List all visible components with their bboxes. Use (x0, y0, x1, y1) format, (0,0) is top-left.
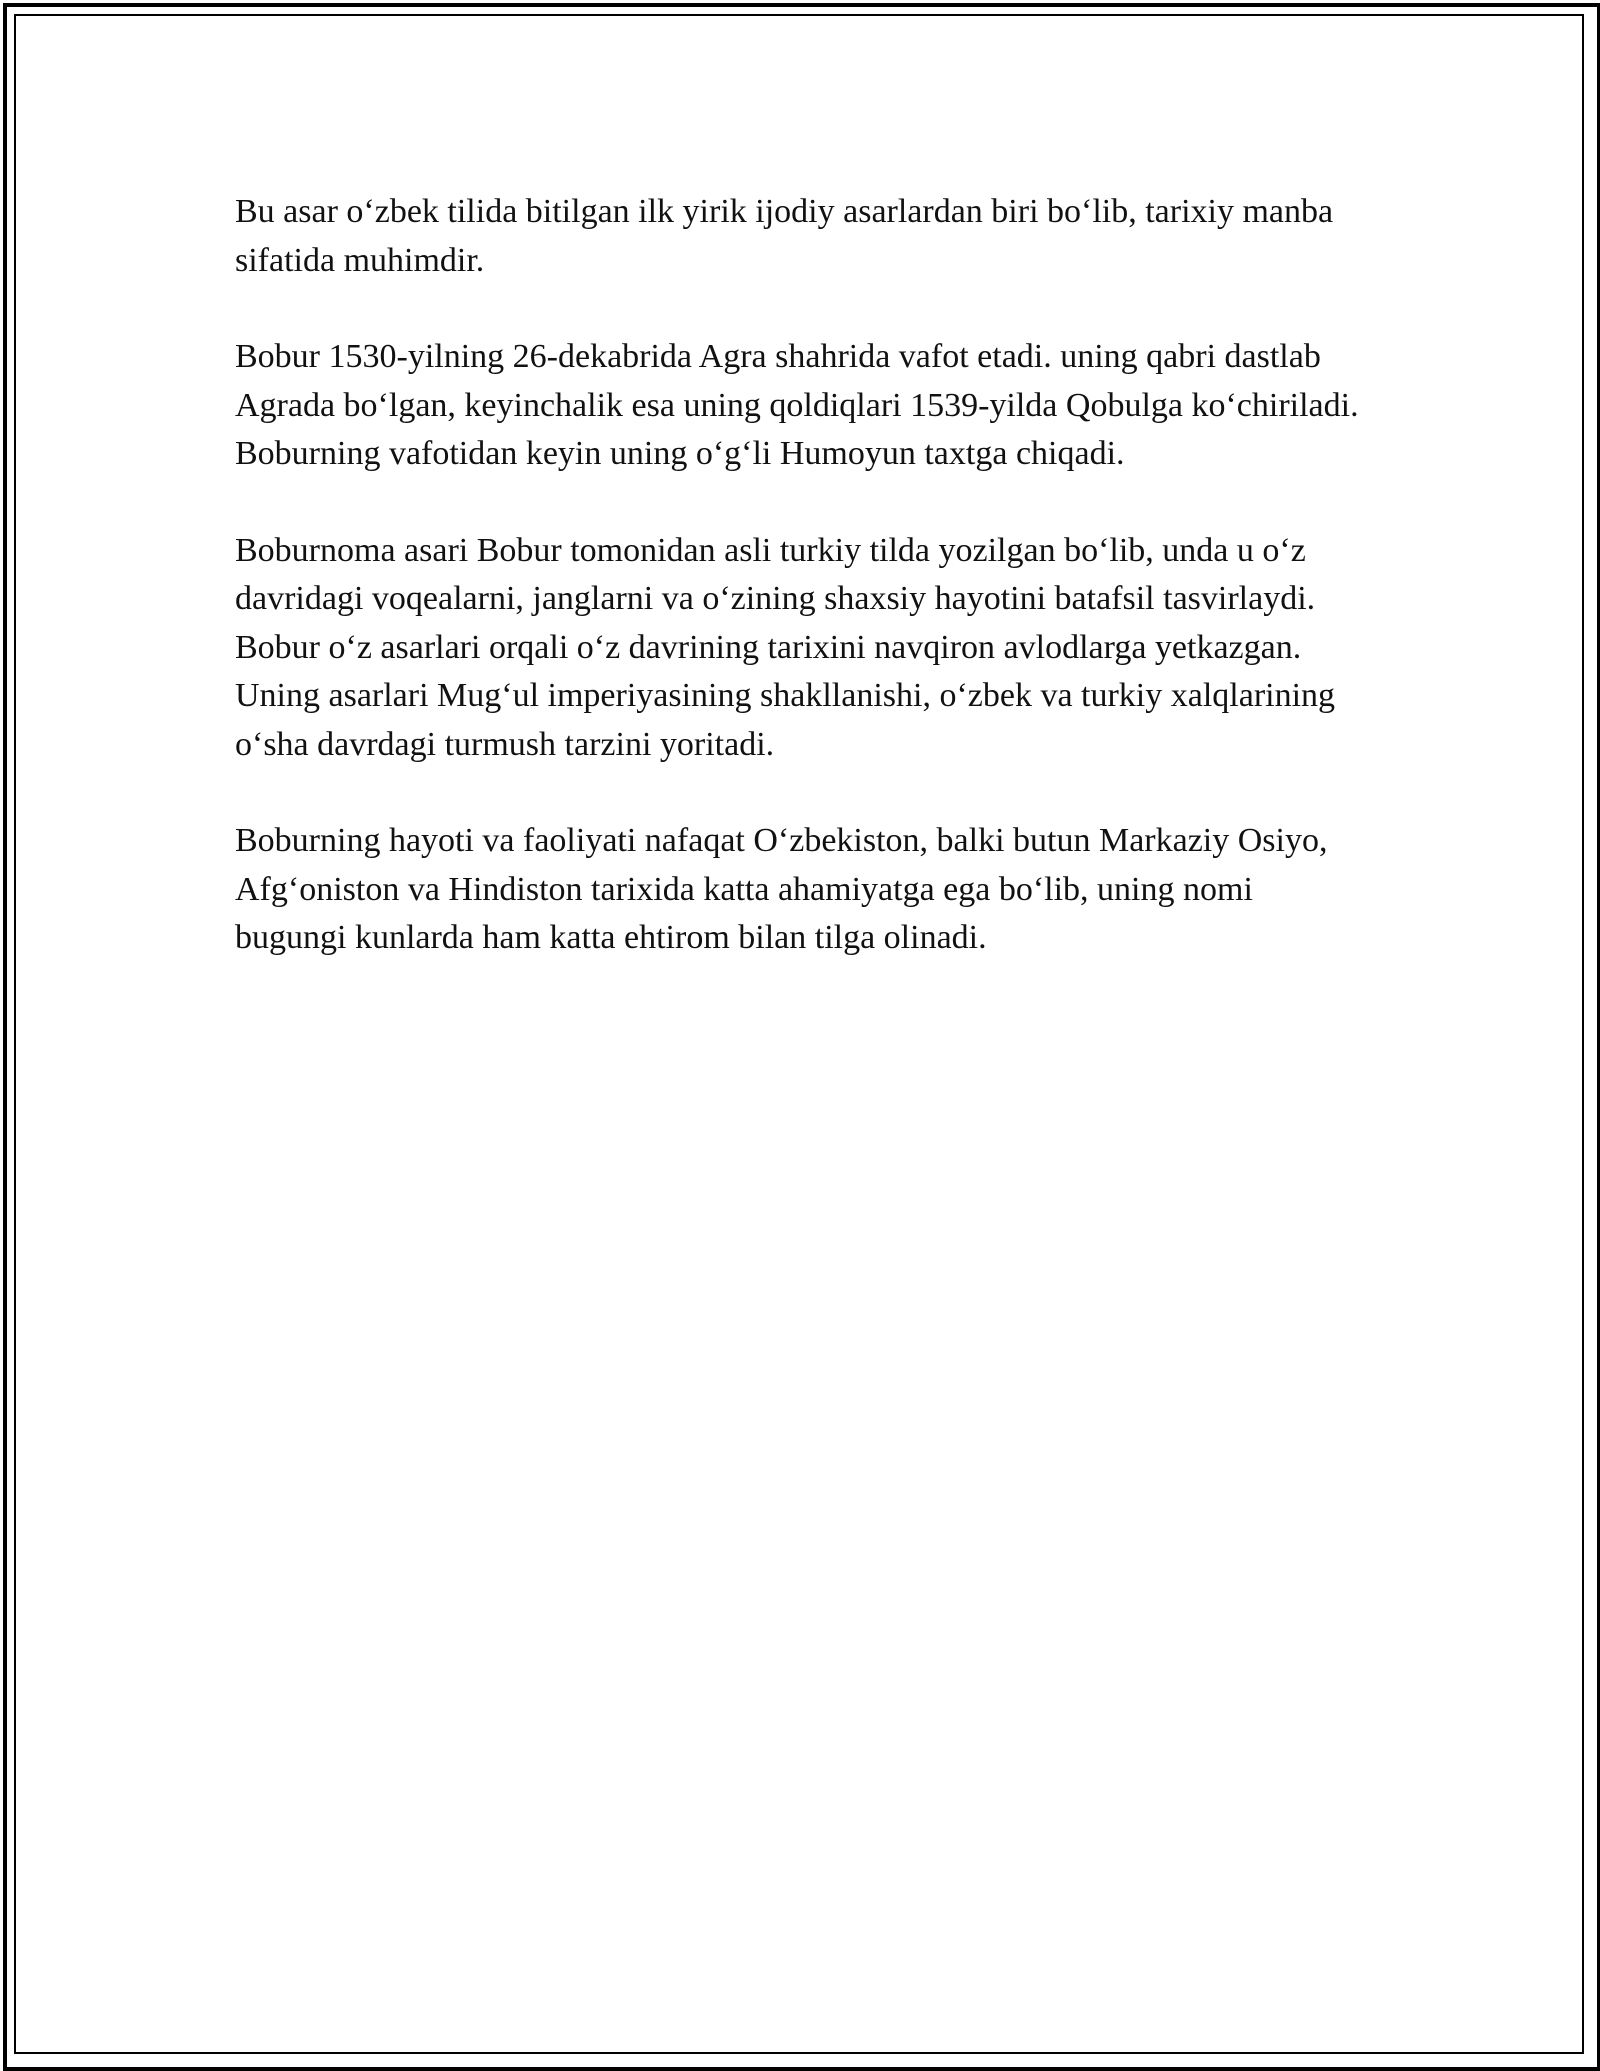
paragraph-3: Boburnoma asari Bobur tomonidan asli turkiy tilda yozilgan bo‘lib, unda u o‘z davridagi voqealarni, janglarni va o‘zining shaxsiy hayotini batafsil tasvirlaydi. Bobur o‘z asarlari orqali o‘z davrining tarixini navqiron avlodlarga yetkazgan. Uning asarlari Mug‘ul imperiyasining shakllanishi, o‘zbek va turkiy xalqlarining o‘sha davrdagi turmush tarzini yoritadi. (235, 531, 1336, 763)
paragraph-4: Boburning hayoti va faoliyati nafaqat O‘zbekiston, balki butun Markaziy Osiyo, Afg‘oniston va Hindiston tarixida katta ahamiyatga ega bo‘lib, uning nomi bugungi kunlarda ham katta ehtirom bilan tilga olinadi. (235, 822, 1328, 956)
paragraph-1: Bu asar o‘zbek tilida bitilgan ilk yirik ijodiy asarlardan biri bo‘lib, tarixiy manba sifatida muhimdir. (235, 193, 1334, 279)
paragraph-2: Bobur 1530-yilning 26-dekabrida Agra shahrida vafot etadi. uning qabri dastlab Agrada bo‘lgan, keyinchalik esa uning qoldiqlari 1539-yilda Qobulga ko‘chiriladi. Boburning vafotidan keyin uning o‘g‘li Humoyun taxtga chiqadi. (235, 338, 1359, 472)
document-body (235, 188, 1365, 1011)
